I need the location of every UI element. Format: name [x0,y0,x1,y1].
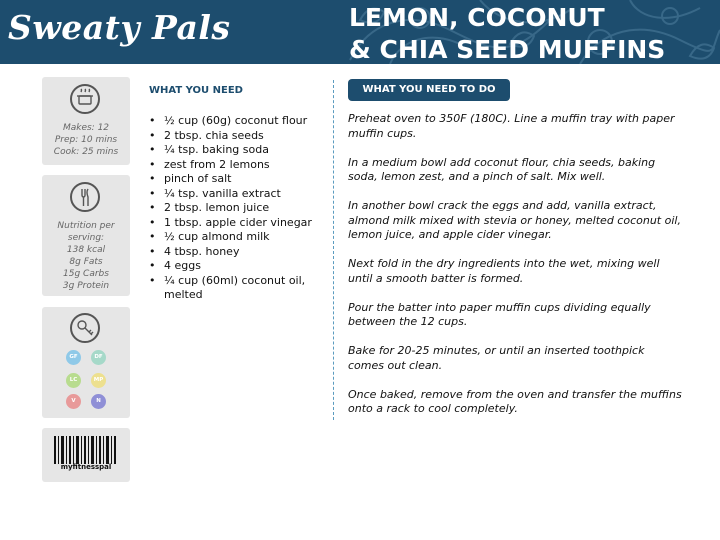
ingredient-item: • pinch of salt [149,172,232,185]
servings-prep: Prep: 10 mins [54,135,118,145]
nutrition-text [42,220,130,292]
method-step: Bake for 20-25 minutes, or until an inserted toothpick comes out clean. [348,344,645,372]
ingredient-item: • 4 tbsp. honey [149,244,240,258]
badge-vegetarian: V [66,394,81,409]
badge-low-carb: LC [66,373,81,388]
badge-dairy-free: DF [91,350,106,365]
recipe-title-line-1: LEMON, COCONUT [349,3,605,32]
diet-card [42,307,130,418]
nutrition-line: Nutrition per [57,221,115,231]
nutrition-kcal: 138 kcal [66,245,106,255]
servings-card [42,77,130,165]
method-step: Pour the batter into paper muffin cups dividing equally between the 12 cups. [348,300,651,328]
ingredient-item: • zest from 2 lemons [149,157,270,171]
recipe-title [349,2,665,64]
method-step: Next fold in the dry ingredients into the wet, mixing well until a smooth batter is formed. [348,257,660,285]
servings-makes: Makes: 12 [62,123,110,133]
ingredients-heading: WHAT YOU NEED [149,85,243,96]
ingredient-item: • 1 tbsp. apple cider vinegar [149,215,312,229]
brand-logo: Sweaty Pals [8,8,231,47]
header-banner [0,0,720,64]
ingredient-item: • ¼ cup (60ml) coconut oil, melted [149,273,306,301]
badge-nut: N [91,394,106,409]
ingredient-item: • ½ cup almond milk [149,230,270,243]
badge-gluten-free: GF [66,350,81,365]
barcode-label: myfitnesspal [60,463,112,471]
nutrition-line: serving: [67,233,105,243]
column-divider [333,80,334,420]
method-step: Preheat oven to 350F (180C). Line a muffin tray with paper muffin cups. [348,112,675,140]
ingredient-item: • 2 tbsp. lemon juice [149,201,270,214]
method-heading: WHAT YOU NEED TO DO [348,79,510,101]
cutlery-icon [70,182,100,212]
nutrition-protein: 3g Protein [62,281,110,291]
servings-cook: Cook: 25 mins [53,147,119,157]
method-step: In another bowl crack the eggs and add, vanilla extract, almond milk mixed with stevia or honey, melted coconut oil, lemon juice, and apple cider vinegar. [348,199,681,241]
recipe-title-line-2: & CHIA SEED MUFFINS [349,35,666,64]
ingredient-item: • ½ cup (60g) coconut flour [149,114,308,127]
ingredient-item: • 4 eggs [149,259,201,272]
ingredient-item: • 2 tbsp. chia seeds [149,128,264,142]
nutrition-fats: 8g Fats [69,257,103,267]
servings-text [42,122,130,158]
method-step: In a medium bowl add coconut flour, chia seeds, baking soda, lemon zest, and a pinch of salt. Mix well. [348,155,656,183]
key-icon [70,313,100,343]
nutrition-carbs: 15g Carbs [63,269,109,279]
ingredient-item: • ¼ tsp. vanilla extract [149,186,281,200]
badge-meal-prep: MP [91,373,106,388]
method-step: Once baked, remove from the oven and transfer the muffins onto a rack to cool completely. [348,387,682,415]
nutrition-card [42,175,130,296]
method-steps [348,112,683,431]
ingredients-list [149,114,329,303]
barcode-card[interactable] [42,428,130,482]
pot-icon [70,84,100,114]
ingredient-item: • ¼ tsp. baking soda [149,143,269,156]
